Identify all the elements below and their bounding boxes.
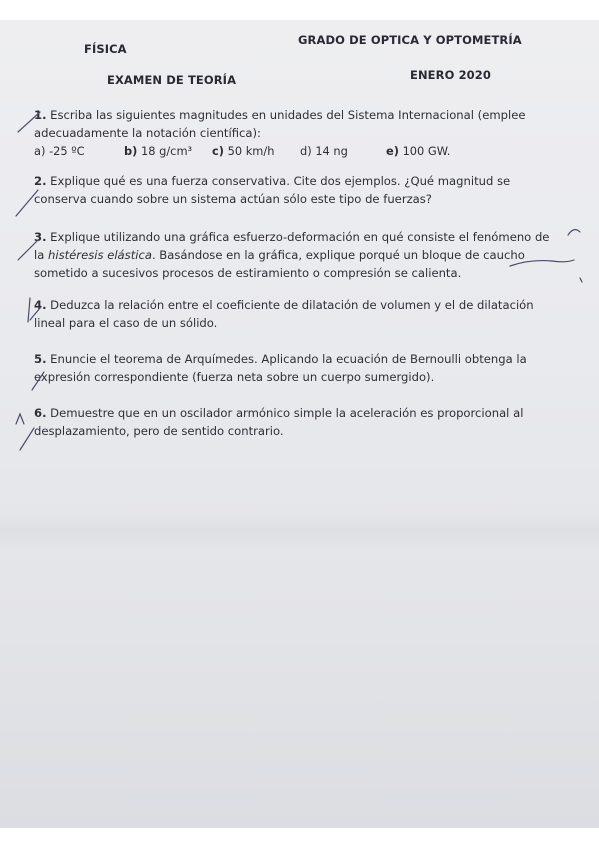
subject-title: FÍSICA — [84, 42, 127, 56]
question-4 — [34, 296, 566, 332]
pen-stroke-q6 — [20, 428, 34, 450]
exam-sheet — [0, 20, 599, 828]
exam-date: ENERO 2020 — [410, 68, 491, 82]
question-3-line-2: la histéresis elástica. Basándose en la gráfica, explique porqué un bloque de caucho — [34, 248, 525, 262]
magnitude-d: d) 14 ng — [300, 144, 348, 158]
exam-title: EXAMEN DE TEORÍA — [107, 73, 237, 87]
degree-title: GRADO DE OPTICA Y OPTOMETRÍA — [298, 33, 522, 47]
question-2 — [34, 172, 566, 208]
question-number: 4. — [34, 298, 47, 312]
paper-fold — [0, 510, 599, 550]
question-number: 1. — [34, 108, 47, 122]
magnitude-b: b) 18 g/cm³ — [124, 144, 193, 158]
question-6 — [34, 404, 566, 440]
question-number: 6. — [34, 406, 47, 420]
question-3-line-3: sometido a sucesivos procesos de estiramiento o compresión se calienta. — [34, 266, 462, 280]
question-1-line-2: adecuadamente la notación científica): — [34, 126, 261, 140]
question-3 — [34, 228, 566, 282]
question-5-line-2: expresión correspondiente (fuerza neta sobre un cuerpo sumergido). — [34, 370, 435, 384]
pen-dot — [580, 278, 582, 282]
pen-mark-q6 — [16, 414, 24, 424]
question-number: 5. — [34, 352, 47, 366]
question-2-line-2: conserva cuando sobre un sistema actúan sólo este tipo de fuerzas? — [34, 192, 432, 206]
question-1-line-1: 1. Escriba las siguientes magnitudes en unidades del Sistema Internacional (emplee — [34, 108, 526, 122]
question-6-line-1: 6. Demuestre que en un oscilador armónico simple la aceleración es proporcional al — [34, 406, 524, 420]
question-number: 2. — [34, 174, 47, 188]
hysteresis-term: histéresis elástica — [48, 248, 152, 262]
pen-hook — [568, 230, 580, 235]
magnitudes-row — [34, 142, 566, 160]
magnitude-a: a) -25 ºC — [34, 144, 85, 158]
question-5 — [34, 350, 566, 386]
question-6-line-2: desplazamiento, pero de sentido contrario. — [34, 424, 284, 438]
magnitude-c: c) 50 km/h — [212, 144, 275, 158]
magnitude-e: e) 100 GW. — [386, 144, 451, 158]
question-4-line-2: lineal para el caso de un sólido. — [34, 316, 218, 330]
question-3-line-1: 3. Explique utilizando una gráfica esfuerzo-deformación en qué consiste el fenómeno de — [34, 230, 550, 244]
question-1 — [34, 106, 566, 160]
question-4-line-1: 4. Deduzca la relación entre el coeficiente de dilatación de volumen y el de dilatación — [34, 298, 534, 312]
pen-tick-q4 — [28, 298, 30, 322]
question-2-line-1: 2. Explique qué es una fuerza conservativa. Cite dos ejemplos. ¿Qué magnitud se — [34, 174, 511, 188]
question-5-line-1: 5. Enuncie el teorema de Arquímedes. Aplicando la ecuación de Bernoulli obtenga la — [34, 352, 527, 366]
question-number: 3. — [34, 230, 47, 244]
